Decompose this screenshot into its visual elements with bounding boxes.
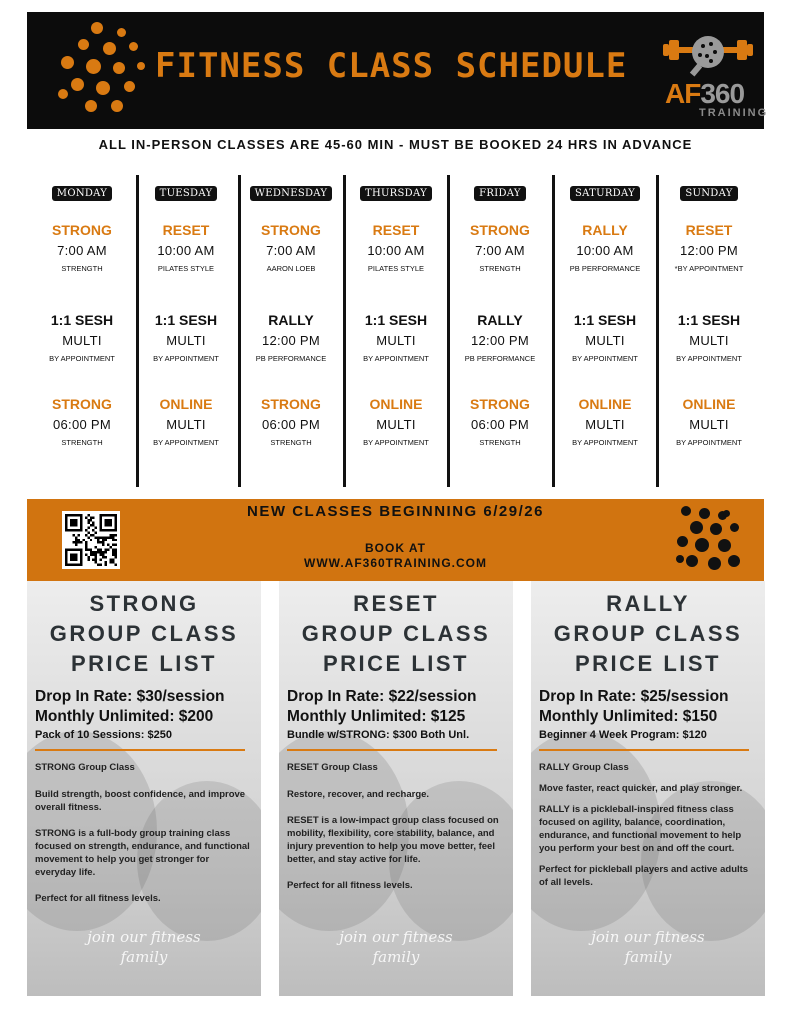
class-name: 1:1 SESH [677, 312, 741, 328]
description-paragraph: Perfect for all fitness levels. [287, 880, 413, 891]
class-note: BY APPOINTMENT [676, 354, 742, 363]
class-name: STRONG [52, 396, 112, 412]
price-block [35, 687, 257, 743]
class-time: 12:00 PM [470, 333, 530, 348]
class-slot[interactable] [30, 312, 134, 364]
description-paragraph: RALLY Group Class [539, 762, 629, 773]
class-slot[interactable] [657, 312, 761, 364]
day-column-friday [448, 172, 552, 484]
dot-pattern-decoration [672, 505, 742, 575]
class-time: 10:00 AM [157, 243, 215, 258]
banner-dot [681, 506, 691, 516]
class-time: MULTI [689, 417, 729, 432]
class-note: AARON LOEB [266, 264, 316, 273]
title-line: PRICE LIST [574, 651, 721, 676]
class-name: RESET [685, 222, 733, 238]
class-time: MULTI [585, 417, 625, 432]
class-slot[interactable] [239, 396, 343, 448]
day-column-sunday [657, 172, 761, 484]
class-slot[interactable] [344, 312, 448, 364]
class-slot[interactable] [448, 312, 552, 364]
title-line: RALLY [606, 591, 690, 616]
class-note: STRENGTH [61, 438, 103, 447]
logo-dot [103, 42, 116, 55]
class-note: *BY APPOINTMENT [674, 264, 744, 273]
class-note: STRENGTH [270, 438, 312, 447]
class-slot[interactable] [30, 222, 134, 274]
banner-dot [695, 538, 709, 552]
class-name: 1:1 SESH [50, 312, 114, 328]
class-note: PB PERFORMANCE [464, 354, 536, 363]
class-name: 1:1 SESH [573, 312, 637, 328]
banner-dot [677, 536, 688, 547]
title-line: GROUP CLASS [553, 621, 743, 646]
logo-subtitle: TRAINING [699, 107, 769, 119]
class-time: MULTI [376, 333, 416, 348]
description-paragraph: RALLY is a pickleball-inspired fitness class focused on agility, balance, coordination, endurance, and functional movement to help you perform your best on and off the court. [539, 804, 742, 854]
banner-dot [718, 539, 731, 552]
day-label: FRIDAY [474, 186, 526, 201]
title-line: STRONG [89, 591, 199, 616]
day-column-wednesday [239, 172, 343, 484]
class-time: 7:00 AM [57, 243, 107, 258]
class-note: BY APPOINTMENT [153, 354, 219, 363]
class-note: PILATES STYLE [157, 264, 215, 273]
banner-dot [699, 508, 710, 519]
join-tagline: join our fitness family [87, 928, 201, 966]
logo-dot [91, 22, 103, 34]
class-time: MULTI [585, 333, 625, 348]
join-tagline: join our fitness family [339, 928, 453, 966]
logo-wordmark: AF360 [665, 78, 745, 109]
class-note: STRENGTH [61, 264, 103, 273]
day-label: SUNDAY [680, 186, 737, 201]
class-note: PILATES STYLE [367, 264, 425, 273]
booking-website-link[interactable]: WWW.AF360TRAINING.COM [304, 556, 487, 570]
monthly-unlimited-rate: Monthly Unlimited: $125 [287, 708, 466, 725]
drop-in-rate: Drop In Rate: $25/session [539, 688, 729, 705]
class-name: STRONG [470, 396, 530, 412]
join-tagline: join our fitness family [591, 928, 705, 966]
banner-dot [730, 523, 739, 532]
class-slot[interactable] [344, 222, 448, 274]
class-time: 06:00 PM [261, 417, 321, 432]
class-name: RALLY [477, 312, 523, 328]
class-name: 1:1 SESH [364, 312, 428, 328]
drop-in-rate: Drop In Rate: $22/session [287, 688, 477, 705]
logo-dot [71, 78, 84, 91]
class-name: STRONG [261, 396, 321, 412]
class-note: BY APPOINTMENT [153, 438, 219, 447]
description-paragraph: STRONG Group Class [35, 762, 135, 773]
banner-dot [686, 555, 698, 567]
title-line: PRICE LIST [322, 651, 469, 676]
class-name: ONLINE [159, 396, 213, 412]
divider-line [35, 749, 245, 751]
class-slot[interactable] [134, 222, 238, 274]
description-paragraph: Perfect for all fitness levels. [35, 893, 161, 904]
class-slot[interactable] [448, 222, 552, 274]
day-column-saturday [553, 172, 657, 484]
logo-dot [85, 100, 97, 112]
class-description [287, 761, 503, 905]
logo-dot [117, 28, 126, 37]
title-line: GROUP CLASS [301, 621, 491, 646]
new-classes-heading: NEW CLASSES BEGINNING 6/29/26 [247, 503, 544, 520]
day-label: WEDNESDAY [250, 186, 333, 201]
extra-offer: Bundle w/STRONG: $300 Both Unl. [287, 729, 470, 741]
class-name: RESET [162, 222, 210, 238]
logo-dot [113, 62, 125, 74]
extra-offer: Beginner 4 Week Program: $120 [539, 729, 707, 741]
class-note: BY APPOINTMENT [572, 354, 638, 363]
description-paragraph: Restore, recover, and recharge. [287, 789, 430, 800]
title-line: GROUP CLASS [49, 621, 239, 646]
day-label: THURSDAY [360, 186, 432, 201]
class-note: PB PERFORMANCE [255, 354, 327, 363]
class-slot[interactable] [134, 312, 238, 364]
class-slot[interactable] [30, 396, 134, 448]
price-panel-strong [27, 581, 261, 996]
booking-info [27, 541, 764, 571]
divider-line [539, 749, 749, 751]
logo-dot [111, 100, 123, 112]
class-name: STRONG [52, 222, 112, 238]
drop-in-rate: Drop In Rate: $30/session [35, 688, 225, 705]
day-label: TUESDAY [155, 186, 218, 201]
class-note: STRENGTH [479, 264, 521, 273]
description-paragraph: Move faster, react quicker, and play stronger. [539, 783, 743, 794]
banner-dot [723, 510, 730, 517]
weekly-schedule [30, 172, 762, 484]
class-description [539, 761, 755, 902]
banner-dot [676, 555, 684, 563]
class-name: ONLINE [578, 396, 632, 412]
new-classes-banner [27, 499, 764, 581]
logo-dot [58, 89, 68, 99]
class-name: STRONG [470, 222, 530, 238]
price-block [287, 687, 509, 743]
price-list-title [27, 589, 261, 679]
day-label: SATURDAY [570, 186, 640, 201]
description-paragraph: Build strength, boost confidence, and improve overall fitness. [35, 789, 246, 813]
class-name: ONLINE [369, 396, 423, 412]
class-time: 10:00 AM [576, 243, 634, 258]
class-time: 06:00 PM [470, 417, 530, 432]
class-slot[interactable] [553, 312, 657, 364]
description-paragraph: STRONG is a full-body group training class focused on strength, endurance, and functional movement to help you get stronger for everyday life. [35, 828, 250, 878]
class-name: RALLY [268, 312, 314, 328]
monthly-unlimited-rate: Monthly Unlimited: $200 [35, 708, 214, 725]
logo-dot [78, 39, 89, 50]
class-time: 12:00 PM [679, 243, 739, 258]
class-note: BY APPOINTMENT [49, 354, 115, 363]
class-description [35, 761, 251, 918]
logo-dot [129, 42, 138, 51]
price-panel-reset [279, 581, 513, 996]
class-slot[interactable] [657, 396, 761, 448]
logo-dot [61, 56, 74, 69]
description-paragraph: RESET Group Class [287, 762, 378, 773]
day-column-tuesday [134, 172, 238, 484]
class-slot[interactable] [657, 222, 761, 274]
header-bar [27, 12, 769, 129]
title-line: PRICE LIST [70, 651, 217, 676]
logo-dot [96, 81, 110, 95]
extra-offer: Pack of 10 Sessions: $250 [35, 729, 172, 741]
price-panel-rally [531, 581, 765, 996]
class-slot[interactable] [134, 396, 238, 448]
class-slot[interactable] [239, 312, 343, 364]
class-time: MULTI [689, 333, 729, 348]
description-paragraph: Perfect for pickleball players and active adults of all levels. [539, 864, 749, 888]
logo-dot [137, 62, 145, 70]
price-list-title [279, 589, 513, 679]
class-time: 12:00 PM [261, 333, 321, 348]
class-name: RESET [372, 222, 420, 238]
class-slot[interactable] [239, 222, 343, 274]
class-time: 10:00 AM [367, 243, 425, 258]
class-info-subheading: ALL IN-PERSON CLASSES ARE 45-60 MIN - MUST BE BOOKED 24 HRS IN ADVANCE [98, 137, 693, 152]
class-name: ONLINE [682, 396, 736, 412]
day-column-thursday [344, 172, 448, 484]
class-note: BY APPOINTMENT [676, 438, 742, 447]
class-name: RALLY [582, 222, 628, 238]
day-label: MONDAY [52, 186, 112, 201]
logo-dot [86, 59, 101, 74]
class-time: MULTI [166, 417, 206, 432]
page-title: FITNESS CLASS SCHEDULE [155, 46, 628, 86]
class-time: 06:00 PM [52, 417, 112, 432]
book-at-label: BOOK AT [365, 541, 426, 555]
price-block [539, 687, 761, 743]
banner-dot [728, 555, 740, 567]
description-paragraph: RESET is a low-impact group class focused on mobility, flexibility, core stability, balance, and injury prevention to help you move better, feel better, and stay active for life. [287, 815, 499, 865]
class-note: PB PERFORMANCE [569, 264, 641, 273]
dot-pattern-logo [55, 22, 155, 122]
class-note: BY APPOINTMENT [363, 354, 429, 363]
class-note: BY APPOINTMENT [363, 438, 429, 447]
class-time: MULTI [62, 333, 102, 348]
class-name: STRONG [261, 222, 321, 238]
divider-line [287, 749, 497, 751]
class-slot[interactable] [553, 396, 657, 448]
title-line: RESET [353, 591, 439, 616]
class-time: MULTI [166, 333, 206, 348]
class-slot[interactable] [553, 222, 657, 274]
monthly-unlimited-rate: Monthly Unlimited: $150 [539, 708, 718, 725]
class-time: 7:00 AM [266, 243, 316, 258]
class-time: MULTI [376, 417, 416, 432]
class-slot[interactable] [344, 396, 448, 448]
class-time: 7:00 AM [475, 243, 525, 258]
class-note: BY APPOINTMENT [572, 438, 638, 447]
logo-dot [124, 81, 135, 92]
day-column-monday [30, 172, 134, 484]
class-note: STRENGTH [479, 438, 521, 447]
class-name: 1:1 SESH [154, 312, 218, 328]
banner-dot [690, 521, 703, 534]
class-slot[interactable] [448, 396, 552, 448]
banner-dot [708, 557, 721, 570]
banner-dot [710, 523, 722, 535]
price-list-title [531, 589, 765, 679]
